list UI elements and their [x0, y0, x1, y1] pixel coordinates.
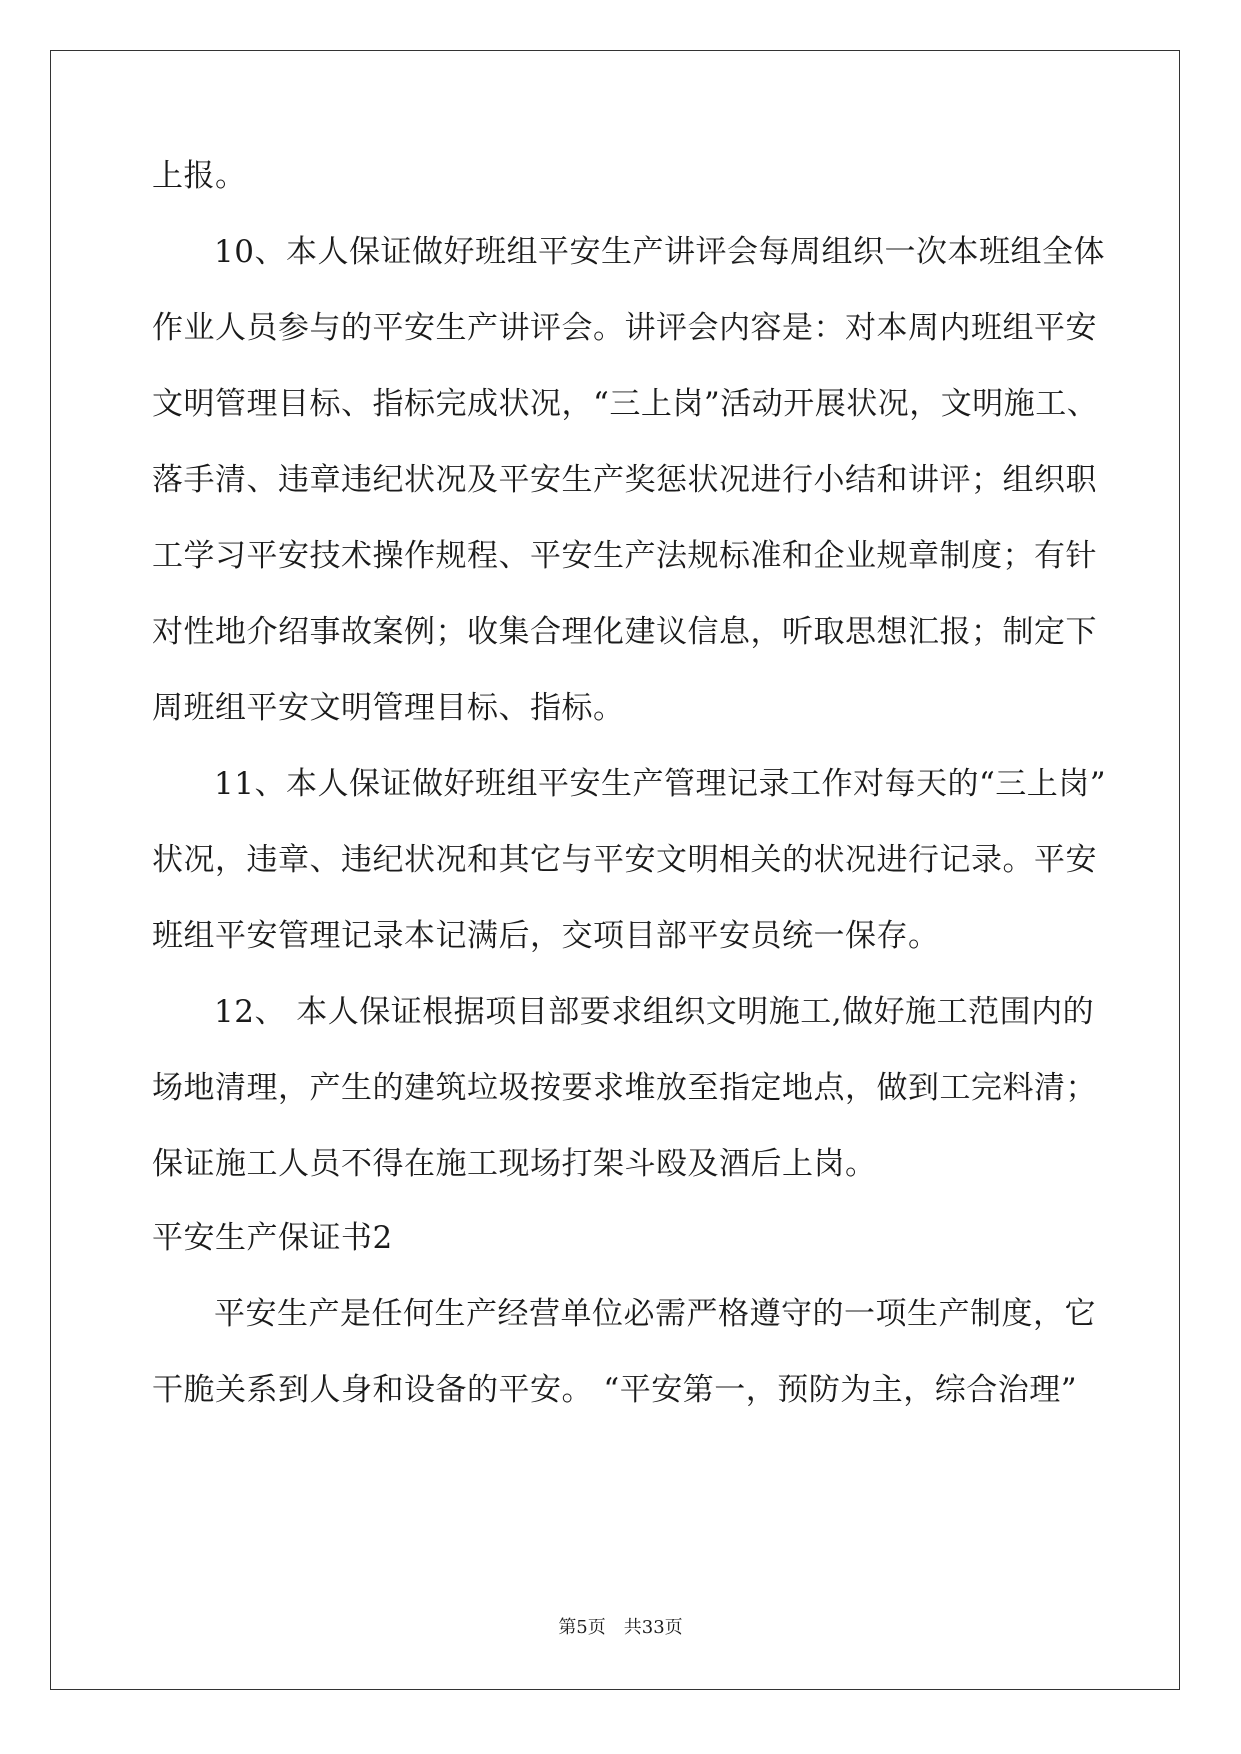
- text-line: 保证施工人员不得在施工现场打架斗殴及酒后上岗。: [152, 1146, 877, 1182]
- section-heading: 平安生产保证书2: [152, 1220, 393, 1256]
- text-line: 10、本人保证做好班组平安生产讲评会每周组织一次本班组全体: [214, 234, 1105, 270]
- text-line: 作业人员参与的平安生产讲评会。讲评会内容是：对本周内班组平安: [152, 310, 1097, 346]
- text-line: 班组平安管理记录本记满后，交项目部平安员统一保存。: [152, 918, 940, 954]
- text-line: 场地清理，产生的建筑垃圾按要求堆放至指定地点，做到工完料清；: [152, 1070, 1097, 1106]
- text-line: 12、 本人保证根据项目部要求组织文明施工,做好施工范围内的: [214, 994, 1095, 1030]
- text-line: 文明管理目标、指标完成状况，“三上岗”活动开展状况，文明施工、: [152, 386, 1099, 422]
- text-line: 上报。: [152, 158, 247, 194]
- text-line: 11、本人保证做好班组平安生产管理记录工作对每天的“三上岗”: [214, 766, 1107, 802]
- text-line: 平安生产是任何生产经营单位必需严格遵守的一项生产制度，它: [214, 1296, 1096, 1332]
- text-line: 状况，违章、违纪状况和其它与平安文明相关的状况进行记录。平安: [152, 842, 1097, 878]
- page-number-footer: 第5页 共33页: [558, 1617, 683, 1638]
- text-line: 干脆关系到人身和设备的平安。 “平安第一，预防为主，综合治理”: [152, 1372, 1078, 1408]
- text-line: 周班组平安文明管理目标、指标。: [152, 690, 625, 726]
- text-line: 对性地介绍事故案例；收集合理化建议信息，听取思想汇报；制定下: [152, 614, 1097, 650]
- text-line: 工学习平安技术操作规程、平安生产法规标准和企业规章制度；有针: [152, 538, 1097, 574]
- text-line: 落手清、违章违纪状况及平安生产奖惩状况进行小结和讲评；组织职: [152, 462, 1097, 498]
